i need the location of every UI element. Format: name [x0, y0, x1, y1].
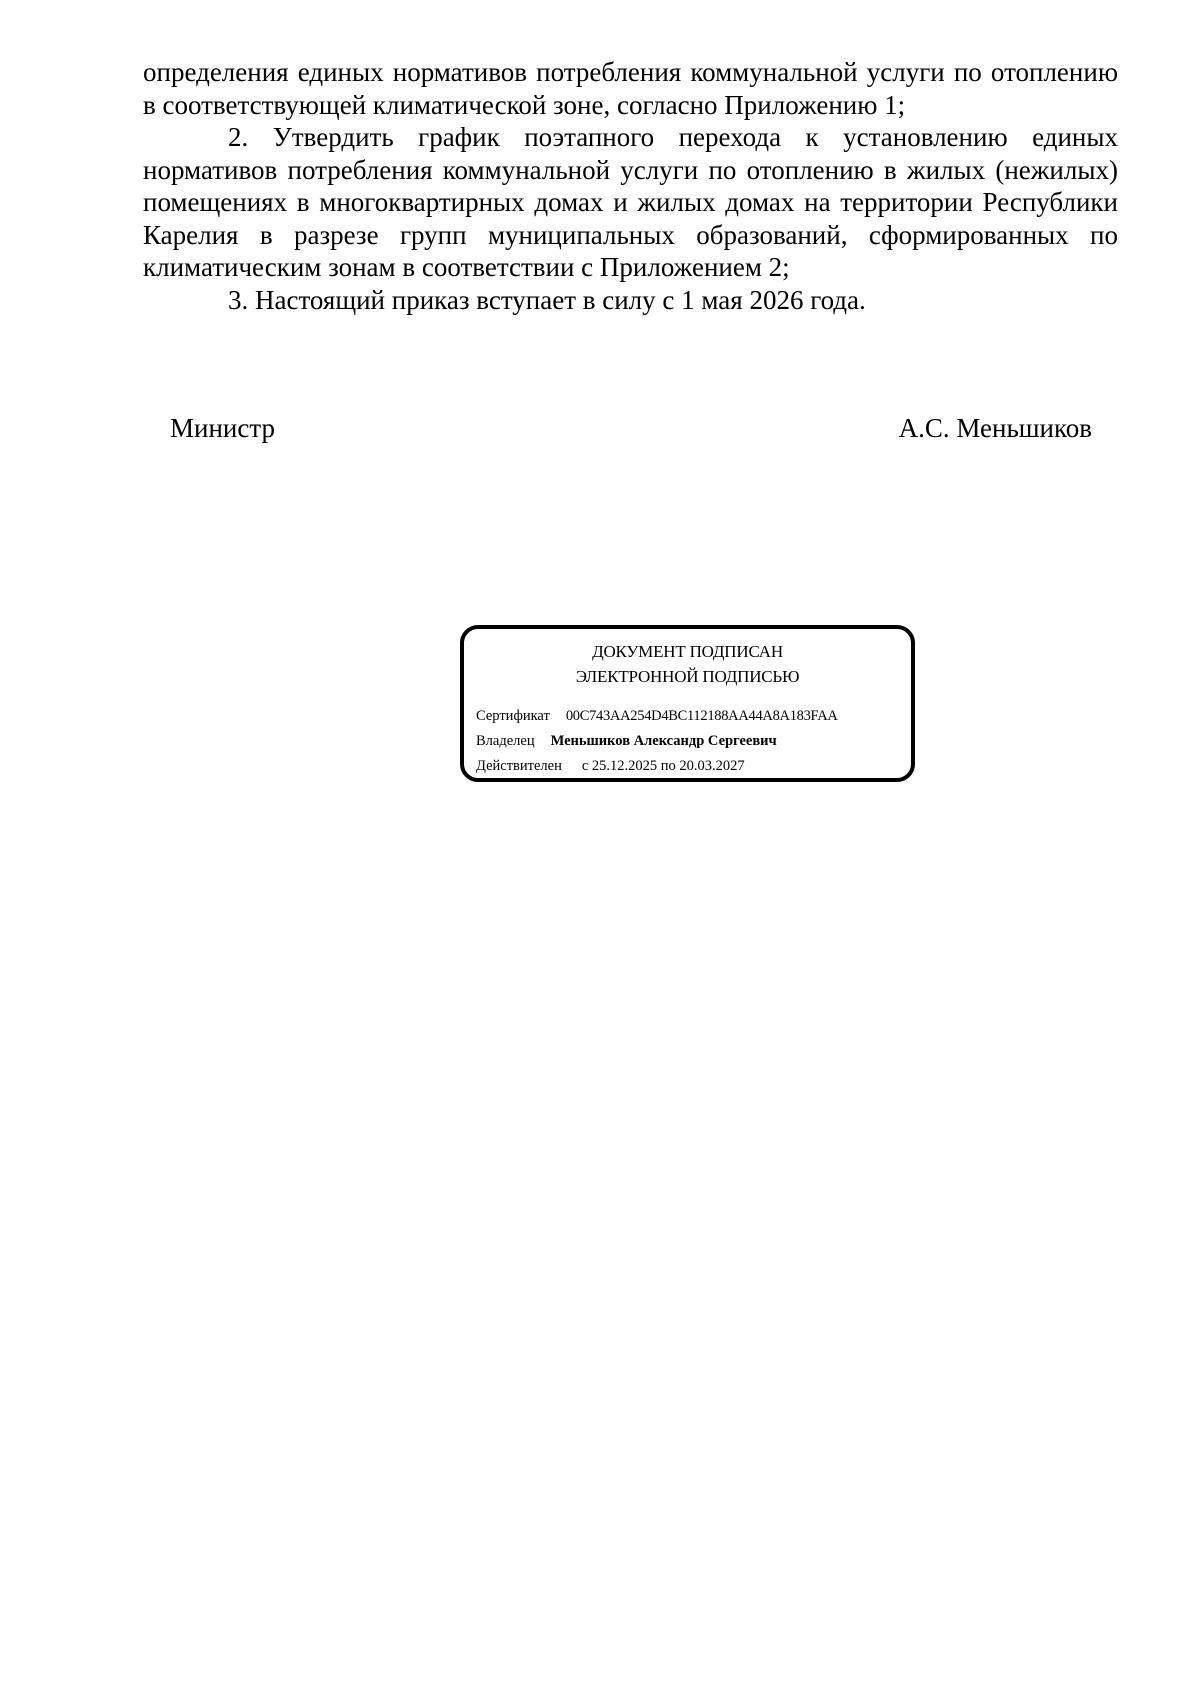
- signatory-name: А.С. Меньшиков: [898, 413, 1092, 443]
- valid-value: с 25.12.2025 по 20.03.2027: [581, 758, 745, 774]
- certificate-label: Сертификат: [476, 708, 550, 724]
- stamp-header-line-2: ЭЛЕКТРОННОЙ ПОДПИСЬЮ: [575, 667, 800, 686]
- valid-label: Действителен: [476, 758, 562, 774]
- electronic-signature-stamp: [460, 625, 915, 782]
- order-text: [143, 56, 1118, 316]
- paragraph-3: 3. Настоящий приказ вступает в силу с 1 мая 2026 года.: [228, 284, 866, 315]
- signatory-position: Министр: [170, 413, 275, 443]
- paragraph-2: 2. Утвердить график поэтапного перехода к установлению единых нормативов потребления коммунальной услуги по отоплению в жилых (нежилых) помещениях в многоквартирных домах и жилых домах на территории Республики Карелия в разрезе групп муниципальных образований, сформированных по климатическим зонам в соответствии с Приложением 2;: [143, 122, 1118, 282]
- owner-label: Владелец: [476, 733, 535, 749]
- stamp-header: [464, 639, 911, 689]
- owner-value: Меньшиков Александр Сергеевич: [550, 733, 777, 749]
- paragraph-1-continuation: определения единых нормативов потребления коммунальной услуги по отоплению в соответствующей климатической зоне, согласно Приложению 1;: [143, 57, 1118, 120]
- stamp-header-line-1: ДОКУМЕНТ ПОДПИСАН: [592, 642, 783, 661]
- stamp-validity-row: [476, 756, 745, 776]
- certificate-value: 00C743AA254D4BC112188AA44A8A183FAA: [565, 708, 838, 724]
- stamp-certificate-row: [476, 706, 838, 726]
- stamp-owner-row: [476, 731, 777, 751]
